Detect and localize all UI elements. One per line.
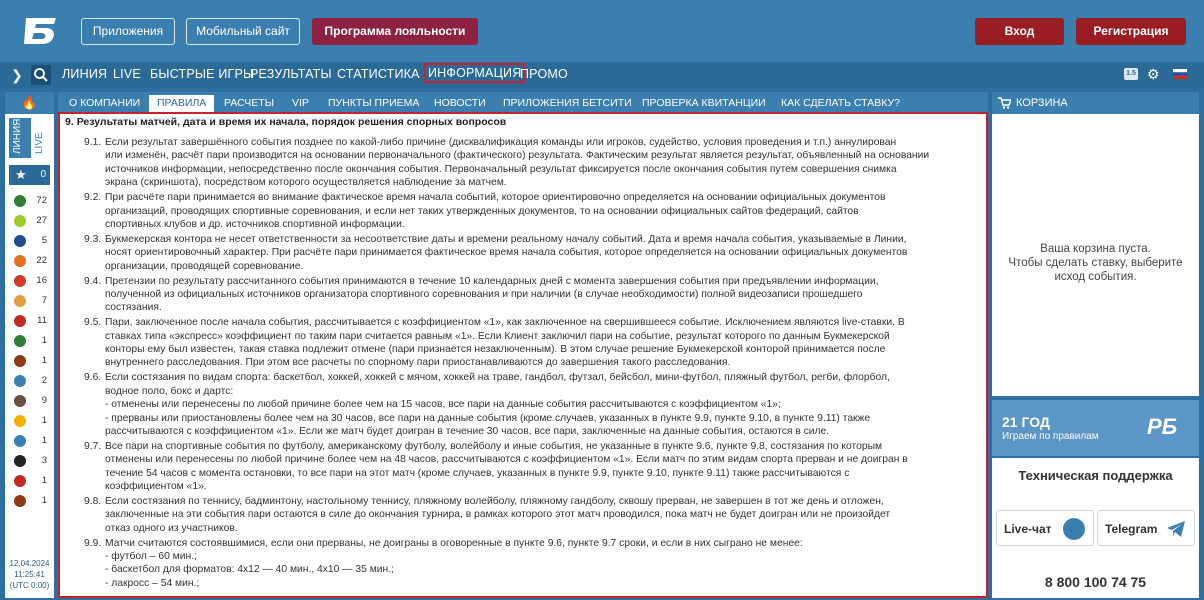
- empty-cart-line-3: исход события.: [1054, 271, 1137, 283]
- sport-item[interactable]: [9, 392, 50, 410]
- rule-text-line: - прерваны или приостановлены более чем на 30 часов, все пари на данные события (кроме случаев, указанных в пункте 9.9, пункте 9.10, в пункте 9.11) также: [105, 412, 871, 424]
- rule-paragraph: [84, 275, 974, 315]
- sports-sidebar: [5, 92, 54, 598]
- empty-cart-line-2: Чтобы сделать ставку, выберите: [1008, 257, 1183, 269]
- favorites-item[interactable]: [9, 165, 50, 185]
- rule-text-line: экрана (скриншота), посредством которого осуществляется наблюдение за матчем.: [105, 177, 507, 189]
- sport-item[interactable]: [9, 372, 50, 390]
- rule-number: 9.3.: [84, 233, 102, 245]
- section-title-text: Результаты матчей, дата и время их начала, порядок решения спорных вопросов: [76, 116, 507, 128]
- clock-time: 11:25:41: [14, 570, 45, 579]
- rule-paragraph: [84, 316, 974, 370]
- bet-slip: [992, 92, 1199, 396]
- hockey-icon: [14, 235, 26, 247]
- rule-text-line: водное поло, бокс и дартс:: [105, 385, 234, 397]
- tab-live-vertical[interactable]: [31, 118, 53, 158]
- favorites-count: 0: [40, 169, 46, 180]
- rule-paragraph: [84, 537, 974, 591]
- expand-arrow-icon[interactable]: ❯: [11, 67, 23, 83]
- logo-icon[interactable]: [22, 14, 58, 46]
- rule-text-line: источников информации, непосредственно после окончания события. Первоначальный результат фиксируется после окончания события путем совершения снимка: [105, 163, 897, 175]
- main-nav: [0, 62, 1204, 88]
- rule-text-line: носят ориентировочный характер. При расчёте пари принимается фактическое время начала события, которое определяется на основании официальных документов: [105, 247, 908, 259]
- cycling-icon: [14, 415, 26, 427]
- cricket-icon: [14, 395, 26, 407]
- rule-text-line: ставках типа «экспресс» коэффициент по таким пари считается равным «1». Если Клиент заключил пари на событие, результат которого по данным Букмекерской: [105, 330, 890, 342]
- info-subnav: [58, 92, 988, 112]
- rb-logo-icon: РБ: [1147, 414, 1178, 439]
- rule-text-line: конторы ему был известен, такая ставка подлежит отмене (пари признается незаключенным). В этом случае решение Букмекерской конторой принимается после: [105, 344, 886, 355]
- rule-text-line: Все пари на спортивные события по футболу, американскому футболу, волейболу и иные события, не указанные в пункте 9.6, пункте 9.8, состязания по которым: [105, 440, 883, 452]
- live-chat-label: Live-чат: [1004, 522, 1052, 536]
- section-number: 9.: [65, 116, 74, 128]
- clock-date: 12.04.2024: [9, 559, 50, 568]
- rule-number: 9.8.: [84, 495, 102, 507]
- sport-count: 7: [41, 295, 47, 306]
- rule-paragraph: [84, 371, 974, 438]
- tab-settlements[interactable]: РАСЧЕТЫ: [224, 97, 275, 109]
- rule-text-line: заключенные на эти события пари остаются в силе до окончания турнира, в рамках которого этот матч проводился, пока матч не будет доигран или не произойдет: [105, 509, 891, 521]
- anniversary-banner[interactable]: [992, 400, 1199, 456]
- main-content: [58, 92, 988, 598]
- rule-text-line: - футбол – 60 мин.;: [105, 551, 197, 562]
- rule-text-line: - баскетбол для форматов: 4х12 — 40 мин., 4х10 — 35 мин.;: [105, 564, 394, 576]
- tab-check-receipt[interactable]: ПРОВЕРКА КВИТАНЦИИ: [642, 97, 766, 109]
- sport-item[interactable]: [9, 192, 50, 210]
- sport-count: 11: [37, 315, 47, 326]
- rule-text-line: спортивных клубов и др. источников спортивной информации.: [105, 218, 405, 230]
- rule-text-line: полученной из официальных источников организатора спортивного соревнования и при наличии (в случае необходимости) полной видеозаписи прошедшего: [105, 288, 863, 300]
- rule-text-line: - отменены или перенесены по любой причине более чем на 15 часов, все пари на данные события рассчитываются с коэффициентом «1»;: [105, 399, 781, 411]
- register-button[interactable]: Регистрация: [1076, 18, 1186, 45]
- support-title: Техническая поддержка: [1018, 468, 1173, 483]
- support-phone[interactable]: 8 800 100 74 75: [1044, 574, 1147, 590]
- nav-item-live[interactable]: LIVE: [113, 67, 141, 81]
- tennis-ball-icon: [14, 215, 26, 227]
- sport-count: 22: [36, 255, 47, 266]
- sport-item[interactable]: [9, 252, 50, 270]
- rule-text-line: течение 54 часов с момента остановки, то все пари на этот матч (кроме случаев, указанных в пункте 9.9, пункте 9.10, пункте 9.11) также рассчитываются с: [105, 467, 850, 479]
- nav-item-statistics[interactable]: СТАТИСТИКА: [337, 67, 420, 81]
- rule-number: 9.1.: [84, 137, 102, 148]
- sport-item[interactable]: [9, 452, 50, 470]
- rule-paragraph: [84, 495, 974, 535]
- bet-slip-header: [992, 92, 1199, 114]
- hot-events-icon[interactable]: 🔥: [5, 92, 54, 114]
- esports-icon: [14, 315, 26, 327]
- rule-number: 9.5.: [84, 317, 102, 329]
- sport-count: 2: [41, 375, 47, 386]
- sport-count: 1: [41, 475, 47, 486]
- sport-count: 72: [36, 195, 47, 206]
- sport-count: 9: [41, 395, 47, 406]
- cart-icon: [998, 97, 1011, 109]
- sport-item[interactable]: [9, 432, 50, 450]
- empty-cart-message: [992, 242, 1199, 284]
- sport-item[interactable]: [9, 232, 50, 250]
- rule-number: 9.6.: [84, 372, 102, 384]
- rule-text-line: Если состязания по видам спорта: баскетбол, хоккей, хоккей с мячом, хоккей на траве, гандбол, футзал, бейсбол, мини-футбол, пляжный футбол, регби, флорбол,: [105, 372, 890, 384]
- sport-count: 1: [41, 335, 47, 346]
- tab-betting-points[interactable]: ПУНКТЫ ПРИЕМА: [328, 97, 420, 109]
- nav-item-promo[interactable]: ПРОМО: [520, 67, 568, 81]
- sport-item[interactable]: [9, 472, 50, 490]
- tab-vip[interactable]: VIP: [292, 97, 309, 109]
- rule-text-line: отменены или перенесены по любой причине более чем на 48 часов, рассчитываются с коэффициентом «1». Если матч по этим видам спорта прерван и не доигран в: [105, 454, 908, 466]
- tab-line-label: ЛИНИЯ: [12, 118, 23, 154]
- bet-slip-title: КОРЗИНА: [1016, 97, 1068, 109]
- sport-count: 5: [41, 235, 47, 246]
- tab-about[interactable]: О КОМПАНИИ: [69, 97, 141, 109]
- empty-cart-line-1: Ваша корзина пуста.: [1040, 243, 1151, 255]
- tab-rules[interactable]: ПРАВИЛА: [149, 95, 214, 112]
- sport-count: 16: [36, 275, 47, 286]
- apps-button[interactable]: Приложения: [81, 18, 175, 45]
- tab-news[interactable]: НОВОСТИ: [434, 97, 486, 109]
- russian-flag-icon[interactable]: [1173, 69, 1187, 79]
- sport-count: 1: [41, 435, 47, 446]
- chat-bubble-icon: [1063, 518, 1085, 540]
- sport-count: 27: [36, 215, 47, 226]
- tab-how-to-bet[interactable]: КАК СДЕЛАТЬ СТАВКУ?: [781, 97, 900, 109]
- volleyball-icon: [14, 295, 26, 307]
- rule-number: 9.9.: [84, 537, 102, 549]
- telegram-label: Telegram: [1105, 522, 1158, 536]
- rule-text-line: При расчёте пари принимается во внимание фактическое время начала событий, которое ориентировочно определяется на основании официальных документов: [105, 192, 886, 204]
- nav-item-information[interactable]: ИНФОРМАЦИЯ: [424, 63, 525, 83]
- sport-item[interactable]: [9, 212, 50, 230]
- rule-text-line: Претензии по результату рассчитанного события принимаются в течение 10 календарных дней с момента завершения события при предъявлении информации,: [105, 275, 879, 287]
- sport-item[interactable]: [9, 492, 50, 510]
- server-clock: [5, 558, 54, 591]
- rule-text-line: или изменён, расчёт пари производится на основании первоначального (фактического) результата. Фактическим результат является результат, объявленный на основании: [105, 150, 930, 162]
- top-header: [0, 0, 1204, 62]
- rule-number: 9.2.: [84, 192, 102, 204]
- sport-count: 1: [41, 355, 47, 366]
- rule-text-line: отказ одного из участников.: [105, 522, 238, 534]
- futsal-icon: [14, 335, 26, 347]
- version-badge[interactable]: 1.5: [1124, 68, 1138, 80]
- sport-item[interactable]: [9, 312, 50, 330]
- rule-paragraph: [84, 136, 974, 190]
- rule-text-line: внутреннего расследования. При этом все расчеты по спорному пари приостанавливаются до завершения такого расследования.: [105, 357, 731, 369]
- section-title: [65, 116, 506, 128]
- support-panel: [992, 458, 1199, 598]
- rule-text-line: состязания.: [105, 302, 162, 314]
- rule-text-line: рассчитываются с коэффициентом «1». Если же матч будет доигран в течение 30 часов, все пари, заключенные на данные события, остаются в силе.: [105, 425, 830, 437]
- basketball-icon: [14, 255, 26, 267]
- login-button[interactable]: Вход: [975, 18, 1064, 45]
- loyalty-program-button[interactable]: Программа лояльности: [312, 18, 478, 45]
- rule-text-line: Если состязания по теннису, бадминтону, настольному теннису, пляжному волейболу, пляжному гандболу, сквошу прерван, не завершен в тот же день и отложен,: [105, 495, 884, 507]
- sport-count: 1: [41, 495, 47, 506]
- telegram-button[interactable]: [1097, 510, 1195, 546]
- star-icon: ★: [15, 167, 27, 182]
- rule-text-line: Матчи считаются состоявшимися, если они прерваны, не доиграны в оговоренные в пункте 9.6, пункте 9.7 сроки, и если в них сыграно не менее:: [105, 537, 803, 549]
- tab-apps[interactable]: ПРИЛОЖЕНИЯ БЕТСИТИ: [503, 97, 632, 109]
- banner-tagline: Играем по правилам: [1002, 431, 1099, 442]
- rule-text-line: Если результат завершённого события позднее по какой-либо причине (дисквалификация команды или игроков, судейство, условия проведения и т.п.) аннулирован: [105, 137, 897, 148]
- rule-paragraph: [84, 233, 974, 273]
- rule-number: 9.4.: [84, 275, 102, 287]
- nav-item-results[interactable]: РЕЗУЛЬТАТЫ: [250, 67, 332, 81]
- rule-text-line: организации, проводящей соревнование.: [105, 260, 304, 272]
- mobile-site-button[interactable]: Мобильный сайт: [186, 18, 300, 45]
- telegram-icon: [1166, 520, 1186, 538]
- rule-text-line: Букмекерская контора не несет ответственности за несоответствие даты и времени реальному началу событий. Дата и время начала события, указываемые в Линии,: [105, 233, 907, 245]
- rule-text-line: - лакросс – 54 мин.;: [105, 577, 200, 589]
- soccer-ball-icon: [14, 195, 26, 207]
- rule-paragraph: [84, 440, 974, 494]
- tab-live-label: LIVE: [34, 132, 45, 154]
- snooker-icon: [14, 455, 26, 467]
- sport-item[interactable]: [9, 332, 50, 350]
- sport-count: 3: [41, 455, 47, 466]
- rule-number: 9.7.: [84, 440, 102, 452]
- sport-item[interactable]: [9, 292, 50, 310]
- rule-paragraph: [84, 191, 974, 231]
- sport-count: 1: [41, 415, 47, 426]
- tab-line-vertical[interactable]: [9, 118, 31, 158]
- rule-text-line: Пари, заключенное после начала события, рассчитывается с коэффициентом «1», как заключенное на свершившееся событие. Исключением являются live-ставки. В: [105, 317, 905, 329]
- rugby-icon: [14, 495, 26, 507]
- table-tennis-icon: [14, 275, 26, 287]
- sport-item[interactable]: [9, 412, 50, 430]
- badminton-icon: [14, 375, 26, 387]
- rules-content[interactable]: [58, 112, 988, 598]
- live-chat-button[interactable]: [996, 510, 1094, 546]
- nav-item-line[interactable]: ЛИНИЯ: [62, 67, 108, 81]
- darts-icon: [14, 475, 26, 487]
- sport-item[interactable]: [9, 352, 50, 370]
- nav-item-fast-games[interactable]: БЫСТРЫЕ ИГРЫ: [150, 67, 255, 81]
- sport-item[interactable]: [9, 272, 50, 290]
- clock-timezone: (UTC 0:00): [9, 581, 50, 590]
- search-icon[interactable]: [31, 65, 51, 85]
- gear-icon[interactable]: ⚙: [1147, 66, 1160, 82]
- banner-years: 21 ГОД: [1002, 414, 1050, 430]
- american-football-icon: [14, 355, 26, 367]
- rule-text-line: организаций, проводящих спортивные соревнования, и если нет таких утвержденных документов, то на основании официальных сайтов федераций, сайтов: [105, 205, 859, 217]
- rule-text-line: коэффициентом «1».: [105, 481, 207, 493]
- horse-racing-icon: [14, 435, 26, 447]
